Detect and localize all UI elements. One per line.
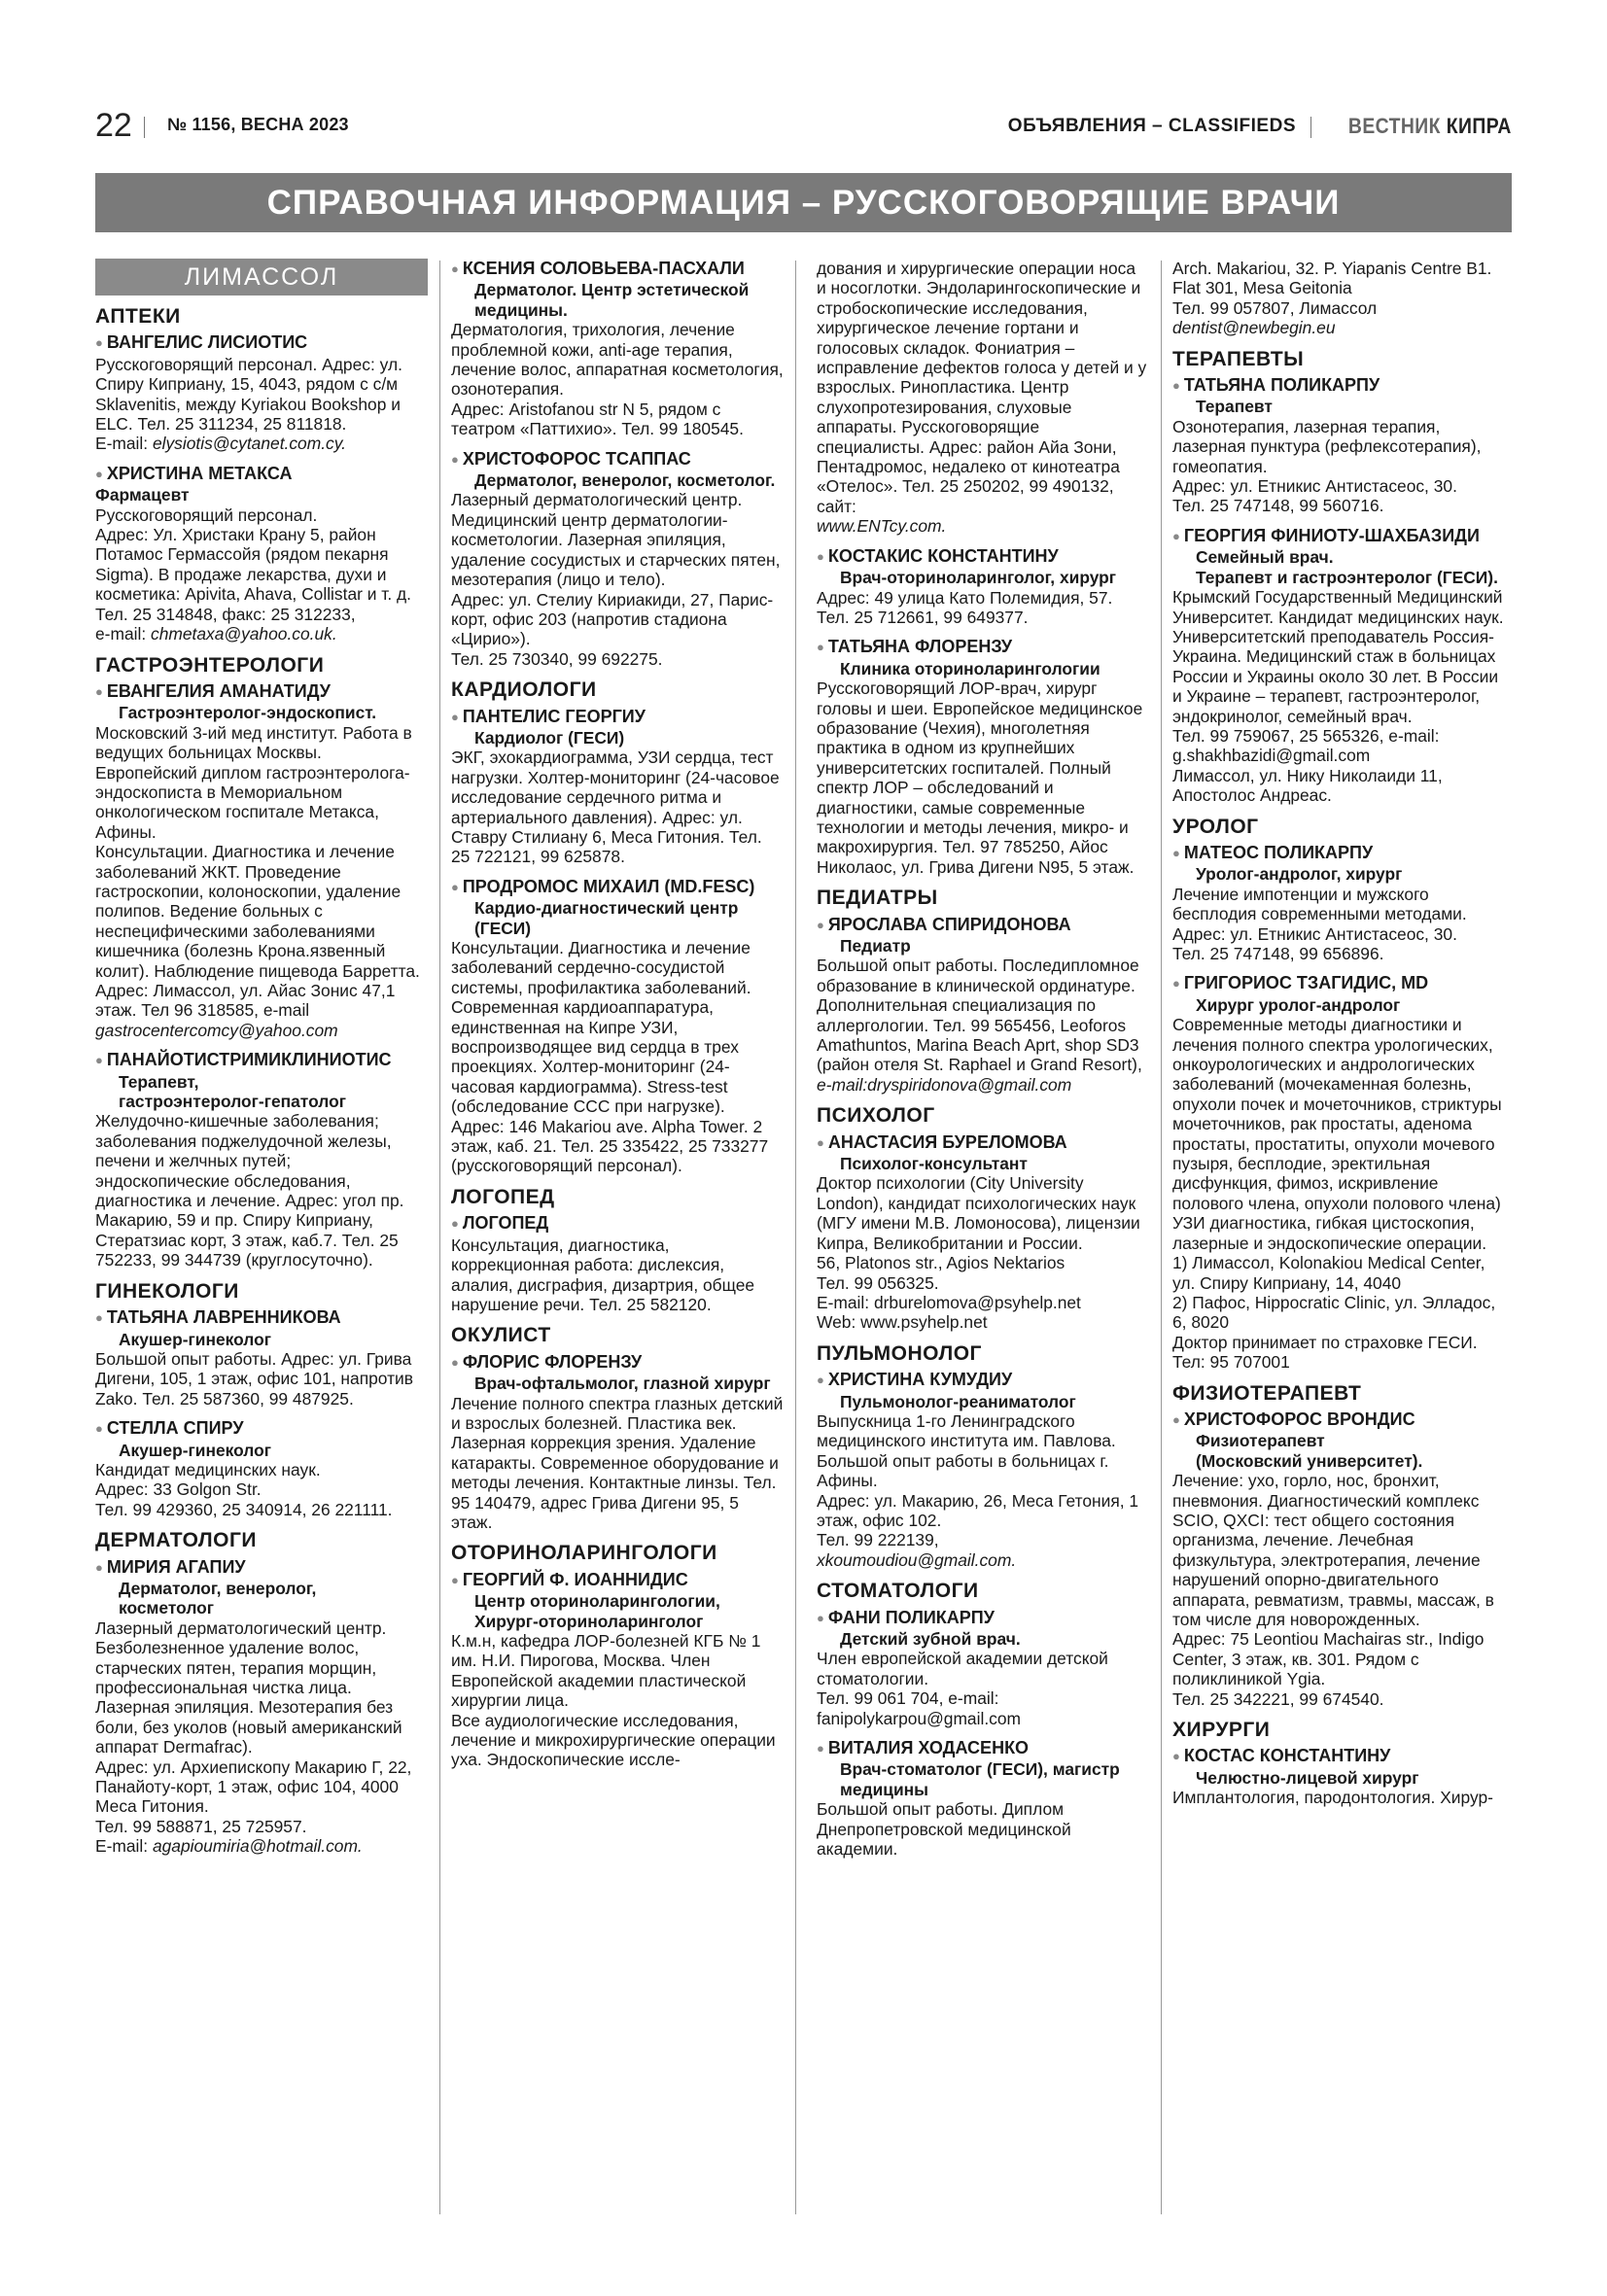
column-divider [795, 261, 796, 2214]
listing-entry [451, 449, 784, 669]
listing-text: Тел. 25 747148, 99 656896. [1172, 944, 1384, 963]
doctor-name: ● МАТЕОС ПОЛИКАРПУ [1172, 843, 1505, 864]
listing-text: Консультация, диагностика, коррекционная работа: дислексия, алалия, дисграфия, дизартрия, общее нарушение речи. Тел. 25 582120. [451, 1235, 755, 1314]
contact-label: E-mail: [95, 1836, 153, 1857]
doctor-specialty: Центр оториноларингологии, Хирург-оториноларинголог [474, 1591, 720, 1631]
issue-label: № 1156, ВЕСНА 2023 [167, 115, 349, 134]
doctor-specialty: (Московский университет). [1196, 1450, 1423, 1471]
column-4 [1172, 259, 1505, 1818]
listing-entry [817, 1370, 1149, 1570]
doctor-specialty: Кардио-диагностический центр (ГЕСИ) [474, 898, 739, 938]
listing-text: Адрес: ул. Макарию, 26, Меса Гетония, 1 этаж, офис 102. [817, 1490, 1139, 1530]
doctor-name: ● КСЕНИЯ СОЛОВЬЕВА-ПАСХАЛИ [451, 259, 784, 280]
listing-text: Адрес: Ул. Христаки Крану 5, район Потамос Гермассойя (рядом пекарня Sigma). В продаже лекарства, духи и косметика: Apivita, Ahava, Collistar и т. д. Тел. 25 314848, факс: 25 312233, [95, 525, 411, 624]
listing-text: Адрес: 33 Golgon Str. [95, 1479, 262, 1500]
doctor-specialty: Кардиолог (ГЕСИ) [474, 727, 625, 748]
listing-text: Имплантология, пародонтология. Хирур- [1172, 1788, 1493, 1808]
listing-text: Arch. Makariou, 32. P. Yiapanis Centre B1. Flat 301, Mesa Geitonia [1172, 259, 1492, 298]
doctor-name: ● ФАНИ ПОЛИКАРПУ [817, 1608, 1149, 1629]
listing-entry [95, 464, 428, 644]
listing-text: Русскоговорящий персонал. [95, 504, 318, 525]
doctor-name: ● ПАНТЕЛИС ГЕОРГИУ [451, 707, 784, 728]
column-1 [95, 259, 428, 1866]
listing-text: Тел. 99 057807, Лимассол [1172, 297, 1378, 318]
doctor-name: ● ТАТЬЯНА ЛАВРЕННИКОВА [95, 1307, 428, 1329]
doctor-name: ● ЯРОСЛАВА СПИРИДОНОВА [817, 915, 1149, 936]
doctor-specialty: Врач-стоматолог (ГЕСИ), магистр медицины [840, 1759, 1120, 1799]
doctor-specialty: Врач-оториноларинголог, хирург [840, 568, 1117, 588]
listing-text: Тел: 95 707001 [1172, 1352, 1290, 1373]
listing-text: Все аудиологические исследования, лечение и микрохирургические операции уха. Эндоскопические иссле- [451, 1710, 776, 1770]
listing-text: Лазерный дерматологический центр. Безболезненное удаление волос, старческих пятен, терапия морщин, профессиональная чистка лица. Лазерная эпиляция. Мезотерапия без боли, без уколов (новый американский аппарат Dermafrac). [95, 1618, 402, 1757]
doctor-name: ● МИРИЯ АГАПИУ [95, 1557, 428, 1579]
doctor-name: ● КОСТАКИС КОНСТАНТИНУ [817, 546, 1149, 568]
doctor-specialty: Психолог-консультант [840, 1154, 1028, 1174]
listing-text: Большой опыт работы. Адрес: ул. Грива Дигени, 105, 1 этаж, офис 101, напротив Zako. Тел. 25 587360, 99 487925. [95, 1348, 413, 1409]
listing-entry [451, 707, 784, 867]
listing-entry [451, 1213, 784, 1314]
listing-text: Адрес: 49 улица Като Полемидия, 57. Тел. 25 712661, 99 649377. [817, 587, 1113, 627]
listing-text: Лазерный дерматологический центр. Медицинский центр дерматологии-косметологии. Лазерная эпиляция, удаление сосудистых и старческих пятен, мезотерапия (лицо и тело). [451, 490, 781, 590]
category-heading: ПЕДИАТРЫ [817, 887, 938, 910]
listing-text: Крымский Государственный Медицинский Университет. Кандидат медицинских наук. Университетский преподаватель Россия-Украина. Медицинский стаж в больницах России и Украины около 30 лет. В России и Украине – терапевт, гастроэнтеролог, эндокринолог, семейный врач. [1172, 587, 1504, 726]
listing-text: 56, Platonos str., Agios Nektarios [817, 1253, 1066, 1273]
listing-text: Русскоговорящий персонал. Адрес: ул. Спиру Киприану, 15, 4043, рядом с с/м Sklavenitis, между Kyriakou Bookshop и ELC. Тел. 25 311234, 25 811818. [95, 354, 402, 435]
doctor-name: ● СТЕЛЛА СПИРУ [95, 1418, 428, 1440]
listing-text: Большой опыт работы. Диплом Днепропетровской медицинской академии. [817, 1799, 1071, 1860]
category-heading: ГАСТРОЭНТЕРОЛОГИ [95, 653, 325, 677]
listing-text: Адрес: ул. Етникис Антистасеос, 30. [1172, 923, 1457, 944]
page-header [95, 105, 1512, 146]
category-heading: ОТОРИНОЛАРИНГОЛОГИ [451, 1542, 717, 1565]
listing-text: Большой опыт работы. Последипломное образование в клинической ординатуре. Дополнительная специализация по аллергологии. Тел. 99 565456, Leoforos Amathuntos, Marina Beach Aprt, shop SD3 (район отеля St. Raphael и Grand Resort), [817, 956, 1142, 1075]
doctor-specialty: Акушер-гинеколог [119, 1440, 271, 1460]
contact-email: e-mail:dryspiridonova@gmail.com [817, 1074, 1072, 1095]
city-heading: ЛИМАССОЛ [95, 259, 428, 296]
category-heading: УРОЛОГ [1172, 815, 1259, 838]
listing-text: Тел. 99 061 704, e-mail: fanipolykarpou@gmail.com [817, 1688, 1022, 1728]
listing-entry [1172, 973, 1505, 1372]
doctor-name: ● ХРИСТОФОРОС ТСАППАС [451, 449, 784, 470]
listing-entry [817, 637, 1149, 877]
contact-line [817, 516, 1149, 536]
listing-text: Тел. 99 222139, [817, 1530, 939, 1550]
doctor-specialty: Фармацевт [95, 485, 190, 505]
doctor-specialty: Клиника оториноларингологии [840, 658, 1100, 678]
listing-entry [451, 259, 784, 439]
contact-email: www.ENTcy.com. [817, 516, 947, 537]
listing-text: Лечение: ухо, горло, нос, бронхит, пневмония. Диагностический комплекс SCIO, QXCI: тест общего состояния организма, лечение. Лечебная физкультура, электротерапия, лечение нарушений опорно-двигательного аппарата, ревматизм, травмы, массаж, в том числе для новорожденных. [1172, 1471, 1494, 1629]
doctor-name: ● ТАТЬЯНА ПОЛИКАРПУ [1172, 375, 1505, 397]
doctor-specialty: Педиатр [840, 936, 911, 956]
category-heading: КАРДИОЛОГИ [451, 678, 597, 702]
listing-entry [817, 1738, 1149, 1859]
doctor-name: ● ПРОДРОМОС МИХАИЛ (MD.FESC) [451, 877, 784, 898]
doctor-name: ● ТАТЬЯНА ФЛОРЕНЗУ [817, 637, 1149, 658]
listing-entry [451, 877, 784, 1176]
column-divider [439, 261, 440, 2214]
doctor-name: ● АНАСТАСИЯ БУРЕЛОМОВА [817, 1132, 1149, 1154]
contact-email: gastrocentercomcy@yahoo.com [95, 1020, 338, 1040]
listing-entry [817, 1608, 1149, 1728]
category-heading: ДЕРМАТОЛОГИ [95, 1529, 257, 1552]
listing-text: Адрес: 75 Leontiou Machairas str., Indigo Center, 3 этаж, кв. 301. Рядом с поликлиникой Ygia. [1172, 1629, 1485, 1689]
contact-email: agapioumiria@hotmail.com. [152, 1836, 363, 1857]
column-3 [817, 259, 1149, 1868]
doctor-specialty: Хирург уролог-андролог [1196, 994, 1401, 1015]
listing-text: Консультации. Диагностика и лечение заболеваний сердечно-сосудистой системы, профилактика заболеваний. Современная кардиоаппаратура, единственная на Кипре УЗИ, воспроизводящее вид сердца в трех проекциях. Холтер-мониторинг (24-часовая кардиограмма). Stress-test (обследование ССС при нагрузке). [451, 938, 751, 1117]
contact-email: elysiotis@cytanet.com.cy. [152, 434, 346, 454]
listing-entry [1172, 843, 1505, 963]
doctor-specialty: Челюстно-лицевой хирург [1196, 1767, 1419, 1788]
doctor-name: ● ХРИСТИНА МЕТАКСА [95, 464, 428, 485]
doctor-name: ● ЛОГОПЕД [451, 1213, 784, 1235]
listing-text: Адрес: ул. Архиепископу Макарию Г, 22, Панайоту-корт, 1 этаж, офис 104, 4000 Меса Гитония. [95, 1757, 412, 1817]
listing-entry [95, 332, 428, 453]
listing-entry [451, 1570, 784, 1770]
listing-text: Желудочно-кишечные заболевания; заболевания поджелудочной железы, печени и желчных путей; эндоскопические обследования, диагностика и лечение. Адрес: угол пр. Макарию, 59 и пр. Спиру Киприану, Стератзиас корт, 3 этаж, каб.7. Тел. 25 752233, 99 344739 (круглосуточно). [95, 1111, 404, 1270]
category-heading: ПУЛЬМОНОЛОГ [817, 1341, 982, 1365]
contact-line [95, 1021, 428, 1040]
doctor-specialty: Семейный врач. [1196, 547, 1334, 568]
column-2 [451, 259, 784, 1780]
listing-entry [451, 1352, 784, 1533]
listing-text: Консультации. Диагностика и лечение заболеваний ЖКТ. Проведение гастроскопии, колоноскопии, удаление полипов. Ведение больных с неспецифическими заболеваниями кишечника (болезнь Крона.язвенный колит). Наблюдение пищевода Барретта. Адрес: Лимассол, ул. Айас Зонис 47,1 этаж. Тел 96 318585, e-mail [95, 842, 420, 1021]
doctor-specialty: Гастроэнтеролог-эндоскопист. [119, 703, 377, 723]
listing-text: Московский 3-ий мед институт. Работа в ведущих больницах Москвы. Европейский диплом гастроэнтеролога-эндоскописта в Мемориальном онкологическом госпитале Метакса, Афины. [95, 722, 412, 842]
contact-email: chmetaxa@yahoo.co.uk. [151, 624, 337, 644]
page-banner: СПРАВОЧНАЯ ИНФОРМАЦИЯ – РУССКОГОВОРЯЩИЕ ВРАЧИ [95, 173, 1512, 232]
listing-entry [95, 1557, 428, 1857]
listing-entry [1172, 1409, 1505, 1709]
doctor-specialty: Дерматолог, венеролог, [119, 1578, 317, 1598]
doctor-specialty: Терапевт, [119, 1071, 199, 1092]
listing-entry [95, 1307, 428, 1409]
listing-text: Адрес: Aristofanou str N 5, рядом с театром «Паттихио». Тел. 99 180545. [451, 399, 744, 439]
masthead-light: ВЕСТНИК [1348, 114, 1442, 138]
category-heading: СТОМАТОЛОГИ [817, 1580, 979, 1603]
listing-entry [95, 681, 428, 1040]
listing-entry [1172, 1746, 1505, 1807]
listing-text: Лимассол, ул. Нику Николаиди 11, Апостолос Андреас. [1172, 765, 1443, 806]
category-heading: ПСИХОЛОГ [817, 1104, 935, 1128]
listing-text: Web: www.psyhelp.net [817, 1312, 988, 1333]
doctor-specialty: Дерматолог. Центр эстетической медицины. [474, 280, 750, 320]
category-heading: ФИЗИОТЕРАПЕВТ [1172, 1381, 1362, 1405]
listing-entry [1172, 526, 1505, 806]
contact-line [95, 624, 428, 644]
doctor-specialty: Детский зубной врач. [840, 1629, 1021, 1649]
contact-line [817, 1550, 1149, 1570]
masthead-dark: КИПРА [1446, 114, 1512, 138]
listing-continuation [817, 259, 1149, 537]
listing-text: Тел. 99 759067, 25 565326, e-mail: g.shakhbazidi@gmail.com [1172, 725, 1440, 766]
listing-entry [817, 1132, 1149, 1333]
listing-entry [95, 1050, 428, 1270]
contact-label: e-mail: [95, 624, 152, 644]
listing-text: Адрес: 146 Makariou ave. Alpha Tower. 2 этаж, каб. 21. Тел. 25 335422, 25 733277 (русскоговорящий персонал). [451, 1116, 769, 1176]
listing-text: К.м.н, кафедра ЛОР-болезней КГБ № 1 им. Н.И. Пирогова, Москва. Член Европейской академии пластической хирургии лица. [451, 1631, 761, 1711]
listing-text: Тел. 25 730340, 99 692275. [451, 648, 663, 669]
masthead [1348, 114, 1512, 139]
doctor-name: ● ГЕОРГИЙ Ф. ИОАННИДИС [451, 1570, 784, 1591]
doctor-name: ● ЕВАНГЕЛИЯ АМАНАТИДУ [95, 681, 428, 703]
contact-line [817, 1075, 1149, 1095]
doctor-name: ● ГЕОРГИЯ ФИНИОТУ-ШАХБАЗИДИ [1172, 526, 1505, 547]
listing-text: Лечение полного спектра глазных детский и взрослых болезней. Пластика век. Лазерная коррекция зрения. Удаление катаракты. Современное оборудование и методы лечения. Контактные линзы. Тел. 95 140479, адрес Грива Дигени 95, 5 этаж. [451, 1393, 784, 1532]
listing-text: 1) Лимассол, Kolonakiou Medical Center, ул. Спиру Киприану, 14, 4040 [1172, 1253, 1485, 1293]
doctor-name: ● ГРИГОРИОС ТЗАГИДИС, MD [1172, 973, 1505, 994]
listing-text: Современные методы диагностики и лечения полного спектра урологических, онкоурологических и андрологических заболеваний (мочекаменная болезнь, опухоли почек и мочеточников, стриктуры мочеточников, рак простаты, аденома простаты, простатиты, опухоли мочевого пузыря, бесплодие, эректильная дисфункция, фимоз, искривление полового члена, опухоли полового члена) [1172, 1015, 1502, 1213]
page-number: 22 [95, 107, 132, 144]
listing-text: ЭКГ, эхокардиограмма, УЗИ сердца, тест нагрузки. Холтер-мониторинг (24-часовое исследование сердечного ритма и артериального давления). Адрес: ул. Ставру Стилиану 6, Меса Гитония. Тел. 25 722121, 99 625878. [451, 748, 780, 867]
contact-line [95, 434, 428, 453]
section-label: ОБЪЯВЛЕНИЯ – CLASSIFIEDS [1007, 116, 1296, 136]
listing-text: дования и хирургические операции носа и носоглотки. Эндоларингоскопические и стробоскопические исследования, хирургическое лечение гортани и голосовых складок. Фониатрия – исправление дефектов голоса у детей и у взрослых. Ринопластика. Центр слухопротезирования, слуховые аппараты. Русскоговорящие специалисты. Адрес: район Айа Зони, Пентадромос, недалеко от кинотеатра «Отелос». Тел. 25 250202, 99 490132, сайт: [817, 259, 1147, 516]
listing-text: Тел. 25 342221, 99 674540. [1172, 1688, 1384, 1709]
column-divider [1161, 261, 1162, 2214]
doctor-name: ● ВАНГЕЛИС ЛИСИОТИС [95, 332, 428, 354]
listing-text: Тел. 25 747148, 99 560716. [1172, 496, 1384, 516]
listing-text: Доктор психологии (City University London), кандидат психологических наук (МГУ имени М.В. Ломоносова), лицензии Кипра, Великобритании и России. [817, 1173, 1140, 1253]
doctor-specialty: Акушер-гинеколог [119, 1329, 271, 1349]
contact-label: E-mail: [95, 434, 153, 454]
listing-entry [95, 1418, 428, 1519]
doctor-specialty: косметолог [119, 1598, 215, 1618]
listing-text: Озонотерапия, лазерная терапия, лазерная пунктура (рефлексотерапия), гомеопатия. [1172, 416, 1482, 476]
listing-text: УЗИ диагностика, гибкая цистоскопия, лазерные и эндоскопические операции. [1172, 1213, 1487, 1253]
category-heading: АПТЕКИ [95, 305, 181, 328]
doctor-name: ● ВИТАЛИЯ ХОДАСЕНКО [817, 1738, 1149, 1759]
listing-text: Тел. 99 588871, 25 725957. [95, 1816, 307, 1836]
contact-email: xkoumoudiou@gmail.com. [817, 1549, 1017, 1570]
doctor-specialty: Терапевт и гастроэнтеролог (ГЕСИ). [1196, 567, 1498, 587]
doctor-specialty: Дерматолог, венеролог, косметолог. [474, 470, 776, 491]
contact-line [1172, 318, 1505, 337]
listing-text: Тел. 99 056325. [817, 1272, 939, 1293]
category-heading: ЛОГОПЕД [451, 1185, 555, 1208]
listing-text: Член европейской академии детской стоматологии. [817, 1649, 1108, 1688]
header-divider [1310, 117, 1311, 138]
category-heading: ОКУЛИСТ [451, 1324, 551, 1347]
doctor-specialty: Физиотерапевт [1196, 1431, 1325, 1451]
listing-text: Русскоговорящий ЛОР-врач, хирург головы и шеи. Европейское медицинское образование (Чехия), многолетняя практика в одном из крупнейших университетских госпиталей. Полный спектр ЛОР – обследований и диагностики, самые современные технологии и методы лечения, микро- и макрохирургия. Тел. 97 785250, Айос Николаос, ул. Грива Дигени N95, 5 этаж. [817, 678, 1143, 877]
doctor-specialty: гастроэнтеролог-гепатолог [119, 1092, 346, 1112]
category-heading: ТЕРАПЕВТЫ [1172, 347, 1305, 370]
listing-entry [817, 915, 1149, 1096]
listing-text: Адрес: ул. Етникис Антистасеос, 30. [1172, 476, 1457, 497]
contact-line [95, 1836, 428, 1856]
doctor-specialty: Терапевт [1196, 397, 1273, 417]
listing-text: Выпускница 1-го Ленинградского медицинского института им. Павлова. Большой опыт работы в больницах г. Афины. [817, 1410, 1116, 1491]
doctor-specialty: Уролог-андролог, хирург [1196, 864, 1403, 885]
listing-entry [817, 546, 1149, 628]
listing-text: Тел. 99 429360, 25 340914, 26 221111. [95, 1499, 393, 1519]
listing-text: E-mail: drburelomova@psyhelp.net [817, 1292, 1081, 1312]
category-heading: ХИРУРГИ [1172, 1719, 1271, 1742]
listing-text: Дерматология, трихология, лечение проблемной кожи, anti-age терапия, лечение волос, аппаратная косметология, озонотерапия. [451, 320, 784, 400]
listing-continuation [1172, 259, 1505, 338]
listing-text: Кандидат медицинских наук. [95, 1459, 321, 1479]
listing-entry [1172, 375, 1505, 516]
listing-text: 2) Пафос, Hippocratic Clinic, ул. Элладос, 6, 8020 [1172, 1292, 1496, 1333]
doctor-name: ● ПАНАЙОТИСТРИМИКЛИНИОТИС [95, 1050, 428, 1071]
doctor-name: ● КОСТАС КОНСТАНТИНУ [1172, 1746, 1505, 1767]
header-divider [144, 117, 145, 138]
doctor-name: ● ХРИСТОФОРОС ВРОНДИС [1172, 1409, 1505, 1431]
listing-text: Лечение импотенции и мужского бесплодия современными методами. [1172, 884, 1467, 924]
listing-text: Адрес: ул. Стелиу Кириакиди, 27, Парис-корт, офис 203 (напротив стадиона «Цирио»). [451, 589, 774, 649]
contact-email: dentist@newbegin.eu [1172, 318, 1336, 338]
doctor-specialty: Пульмонолог-реаниматолог [840, 1391, 1076, 1411]
listing-text: Доктор принимает по страховке ГЕСИ. [1172, 1332, 1478, 1352]
doctor-name: ● ФЛОРИС ФЛОРЕНЗУ [451, 1352, 784, 1374]
doctor-name: ● ХРИСТИНА КУМУДИУ [817, 1370, 1149, 1391]
doctor-specialty: Врач-офтальмолог, глазной хирург [474, 1374, 771, 1394]
category-heading: ГИНЕКОЛОГИ [95, 1279, 239, 1303]
